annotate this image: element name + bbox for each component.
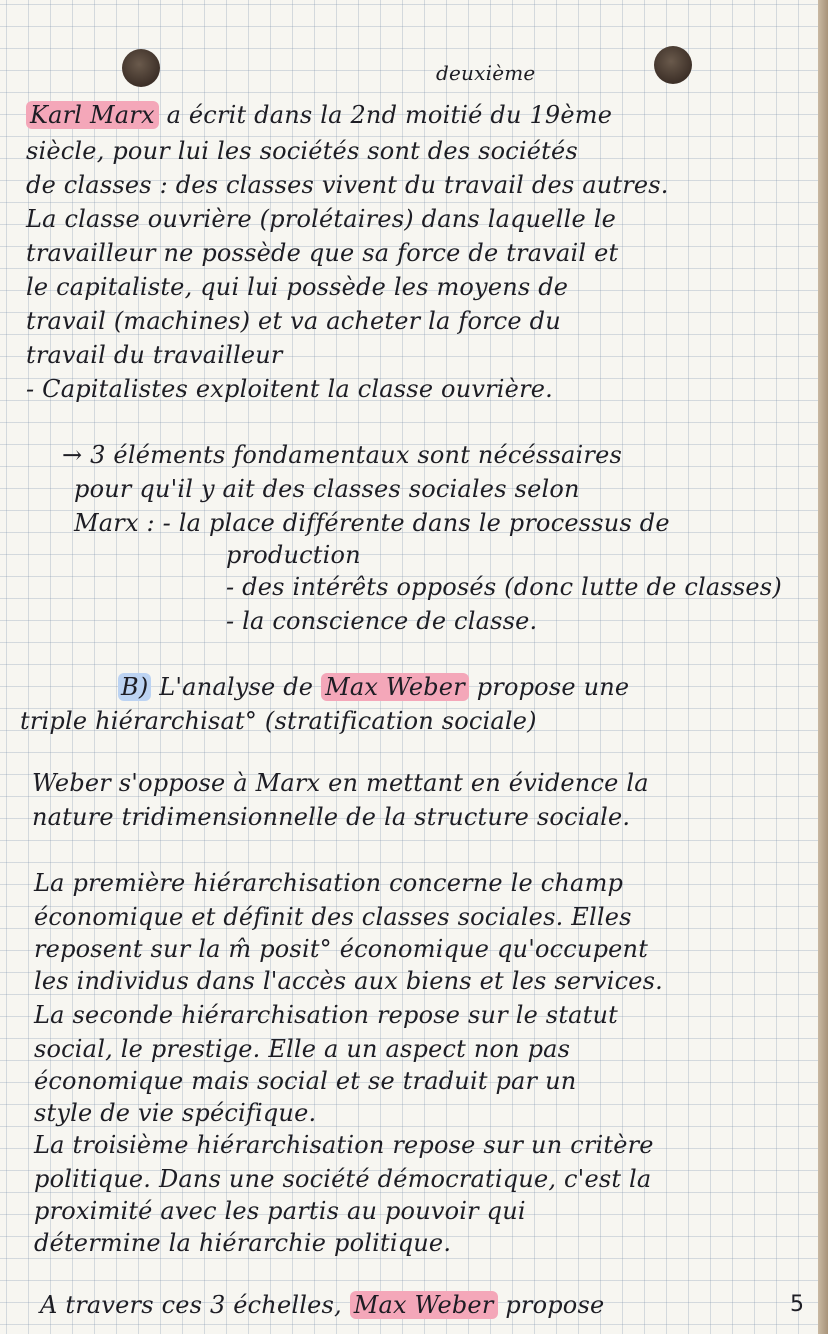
line: production	[226, 541, 361, 569]
superscript-note: deuxième	[436, 61, 536, 85]
text: a écrit dans la 2nd moitié du 19ème	[166, 101, 613, 129]
line: proximité avec les partis au pouvoir qui	[34, 1197, 526, 1225]
line: Weber s'oppose à Marx en mettant en évidence la	[32, 769, 649, 797]
line: économique mais social et se traduit par un	[34, 1067, 577, 1095]
text: propose	[505, 1291, 605, 1319]
line: le capitaliste, qui lui possède les moyens de	[26, 273, 569, 301]
line: économique et définit des classes sociales. Elles	[34, 903, 632, 931]
line: La première hiérarchisation concerne le champ	[34, 869, 624, 897]
punch-hole-left	[122, 49, 160, 87]
section-heading	[118, 672, 629, 702]
line: - des intérêts opposés (donc lutte de classes)	[226, 573, 782, 601]
line: → 3 éléments fondamentaux sont nécéssaires	[62, 441, 622, 469]
line	[26, 100, 612, 130]
line: nature tridimensionnelle de la structure sociale.	[32, 803, 631, 831]
line: pour qu'il y ait des classes sociales selon	[74, 475, 580, 503]
page-number: 5	[790, 1292, 804, 1317]
highlight-karl-marx: Karl Marx	[26, 101, 159, 129]
line: détermine la hiérarchie politique.	[34, 1229, 452, 1257]
text: L'analyse de	[159, 673, 314, 701]
line: style de vie spécifique.	[34, 1099, 317, 1127]
line: La classe ouvrière (prolétaires) dans laquelle le	[26, 205, 616, 233]
line: les individus dans l'accès aux biens et les services.	[34, 967, 663, 995]
line: - Capitalistes exploitent la classe ouvrière.	[26, 375, 553, 403]
line: travailleur ne possède que sa force de travail et	[26, 239, 619, 267]
line: siècle, pour lui les sociétés sont des sociétés	[26, 137, 578, 165]
line	[40, 1290, 604, 1320]
punch-hole-right	[654, 46, 692, 84]
line: - la conscience de classe.	[226, 607, 538, 635]
highlight-max-weber: Max Weber	[321, 673, 469, 701]
text: propose une	[476, 673, 630, 701]
line: La seconde hiérarchisation repose sur le statut	[34, 1001, 619, 1029]
line: de classes : des classes vivent du travail des autres.	[26, 171, 669, 199]
line: La troisième hiérarchisation repose sur un critère	[34, 1131, 654, 1159]
text: A travers ces 3 échelles,	[40, 1291, 342, 1319]
highlight-max-weber: Max Weber	[350, 1291, 498, 1319]
line: reposent sur la m̂ posit° économique qu'occupent	[34, 935, 649, 963]
line: Marx : - la place différente dans le processus de	[74, 509, 670, 537]
line: travail du travailleur	[26, 341, 283, 369]
line: travail (machines) et va acheter la force du	[26, 307, 561, 335]
page-edge	[818, 0, 828, 1334]
line: triple hiérarchisat° (stratification sociale)	[20, 707, 537, 735]
line: social, le prestige. Elle a un aspect non pas	[34, 1035, 571, 1063]
highlight-section-label: B)	[118, 673, 151, 701]
line: politique. Dans une société démocratique, c'est la	[34, 1165, 652, 1193]
